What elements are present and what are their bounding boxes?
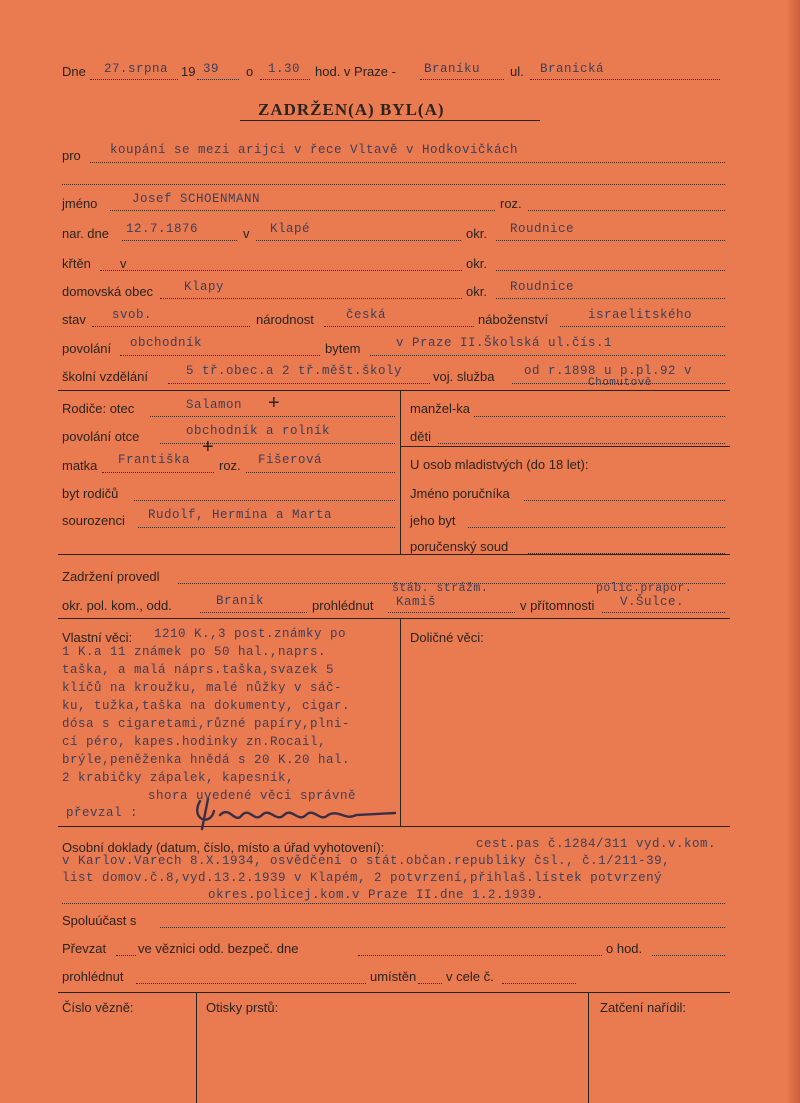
- povolani-value: obchodník: [130, 336, 203, 350]
- manzel-label: manžel-ka: [410, 401, 470, 416]
- spoluucast-label: Spoluúčast s: [62, 913, 137, 928]
- mladistvi-label: U osob mladistvých (do 18 let):: [410, 457, 589, 472]
- povolani-otce-value: obchodník a rolník: [186, 424, 331, 438]
- deti-label: děti: [410, 429, 431, 444]
- belongings-line-10: shora uvedené věci správně: [148, 789, 357, 803]
- matka-label: matka: [62, 458, 98, 473]
- footer-prohlednut-label: prohlédnut: [62, 969, 124, 984]
- krten-label: křtěn: [62, 256, 91, 271]
- v-label: v: [243, 226, 250, 241]
- time-value: 1.30: [268, 62, 301, 76]
- belongings-line-4: klíčů na kroužku, malé nůžky v sáč-: [62, 681, 343, 695]
- matka-cross: +: [202, 436, 214, 458]
- domovska-okr-value: Roudnice: [510, 280, 575, 294]
- belongings-line-9: 2 krabičky zápalek, kapesník,: [62, 771, 295, 785]
- doklady-line-3: okres.policej.kom.v Praze II.dne 1.2.1939.: [208, 888, 545, 902]
- voj-value-2: Chomutově: [588, 377, 652, 389]
- pritomnosti-label: v přítomnosti: [520, 598, 595, 613]
- belongings-line-8: brýle,peněženka hnědá s 20 K.20 hal.: [62, 753, 351, 767]
- cislo-vezne-label: Číslo vězně:: [62, 1000, 134, 1015]
- sulce-value: V.Šulce.: [620, 595, 685, 609]
- matka-value: Františka: [118, 453, 191, 467]
- roz-label: roz.: [500, 196, 522, 211]
- veznici-label: ve věznici odd. bezpeč. dne: [138, 941, 299, 956]
- okr-kom-label: okr. pol. kom., odd.: [62, 598, 172, 613]
- doklady-line-1: v Karlov.Varech 8.X.1934, osvědčení o stát.občan.republiky čsl., č.1/211-39,: [62, 854, 671, 868]
- belongings-line-1: 1210 K.,3 post.známky po: [154, 627, 347, 641]
- sourozenci-label: sourozenci: [62, 513, 125, 528]
- ul-label: ul.: [510, 64, 524, 79]
- bytem-label: bytem: [325, 341, 361, 356]
- bytem-value: v Praze II.Školská ul.čís.1: [396, 336, 613, 350]
- matka-roz-value: Fišerová: [258, 453, 323, 467]
- belongings-line-2: 1 K.a 11 známek po 50 hal.,naprs.: [62, 645, 327, 659]
- rodice-label: Rodiče: otec: [62, 401, 135, 416]
- belongings-line-6: dósa s cigaretami,různé papíry,plni-: [62, 717, 351, 731]
- dolicne-veci-label: Doličné věci:: [410, 630, 484, 645]
- krten-okr-label: okr.: [466, 256, 487, 271]
- year-prefix: 19: [181, 64, 196, 79]
- provedl-label: Zadržení provedl: [62, 569, 160, 584]
- stav-label: stav: [62, 312, 86, 327]
- prohlednut-label: prohlédnut: [312, 598, 374, 613]
- otisky-label: Otisky prstů:: [206, 1000, 279, 1015]
- nar-value: 12.7.1876: [126, 222, 199, 236]
- reason-label: pro: [62, 148, 81, 163]
- kamis-value: Kamiš: [396, 595, 437, 609]
- o-label: o: [246, 64, 254, 79]
- voj-label: voj. služba: [433, 369, 495, 384]
- page-title: ZADRŽEN(A) BYL(A): [258, 100, 445, 119]
- paper-edge: [786, 0, 800, 1103]
- belongings-line-3: taška, a malá náprs.taška,svazek 5: [62, 663, 335, 677]
- matka-roz-label: roz.: [219, 458, 241, 473]
- doklady-label: Osobní doklady (datum, číslo, místo a úřad vyhotovení):: [62, 840, 385, 855]
- date-value: 27.srpna: [104, 62, 169, 76]
- reason-value: koupání se mezi arijci v řece Vltavě v Hodkovičkách: [110, 143, 519, 157]
- signature-mark: [180, 793, 400, 833]
- byt-rodicu-label: byt rodičů: [62, 486, 119, 501]
- okr-label: okr.: [466, 226, 487, 241]
- jmeno-value: Josef SCHOENMANN: [132, 192, 261, 206]
- prevzat-label: Převzat: [62, 941, 107, 956]
- stab-straz: štáb. strážm.: [392, 582, 489, 595]
- polic-prapor: polic.prapor.: [596, 582, 693, 595]
- narodnost-value: česká: [346, 308, 387, 322]
- domovska-label: domovská obec: [62, 284, 154, 299]
- vzdelani-label: školní vzdělání: [62, 369, 148, 384]
- birthplace-value: Klapé: [270, 222, 311, 236]
- hod-label: hod. v Praze -: [315, 64, 396, 79]
- narodnost-label: národnost: [256, 312, 314, 327]
- vlastni-veci-label: Vlastní věci:: [62, 630, 133, 645]
- povolani-otce-label: povolání otce: [62, 429, 140, 444]
- birth-okr-value: Roudnice: [510, 222, 575, 236]
- nar-label: nar. dne: [62, 226, 109, 241]
- belongings-line-11: převzal :: [66, 806, 139, 820]
- odd-value: Braník: [216, 594, 265, 608]
- umisten-label: umístěn: [370, 969, 417, 984]
- belongings-line-7: cí péro, kapes.hodinky zn.Rocail,: [62, 735, 327, 749]
- doklady-line-2: list domov.č.8,vyd.13.2.1939 v Klapém, 2 potvrzení,přihlaš.lístek potvrzený: [62, 871, 663, 885]
- year-value: 39: [203, 62, 220, 76]
- stav-value: svob.: [112, 308, 153, 322]
- dne-label: Dne: [62, 64, 86, 79]
- otec-value: Salamon: [186, 398, 243, 412]
- voj-value: od r.1898 u p.pl.92 v: [524, 364, 693, 378]
- nabozenstvi-value: israelitského: [588, 308, 693, 322]
- krten-v-label: v: [120, 256, 127, 271]
- v-cele-label: v cele č.: [446, 969, 494, 984]
- street-value: Branická: [540, 62, 605, 76]
- vzdelani-value: 5 tř.obec.a 2 tř.měšt.školy: [186, 364, 403, 378]
- povolani-label: povolání: [62, 341, 112, 356]
- zatceni-label: Zatčení nařídil:: [600, 1000, 686, 1015]
- doklady-first: cest.pas č.1284/311 vyd.v.kom.: [476, 837, 717, 851]
- sourozenci-value: Rudolf, Hermína a Marta: [148, 508, 333, 522]
- belongings-line-5: ku, tužka,taška na dokumenty, cigar.: [62, 699, 351, 713]
- otec-cross: +: [268, 392, 280, 414]
- nabozenstvi-label: náboženství: [478, 312, 549, 327]
- jmeno-label: jméno: [62, 196, 98, 211]
- district-value: Braníku: [424, 62, 481, 76]
- jeho-byt-label: jeho byt: [410, 513, 456, 528]
- porucnik-label: Jméno poručníka: [410, 486, 510, 501]
- o-hod-label: o hod.: [606, 941, 643, 956]
- domovska-value: Klapy: [184, 280, 225, 294]
- porucensky-soud-label: poručenský soud: [410, 539, 509, 554]
- domovska-okr-label: okr.: [466, 284, 487, 299]
